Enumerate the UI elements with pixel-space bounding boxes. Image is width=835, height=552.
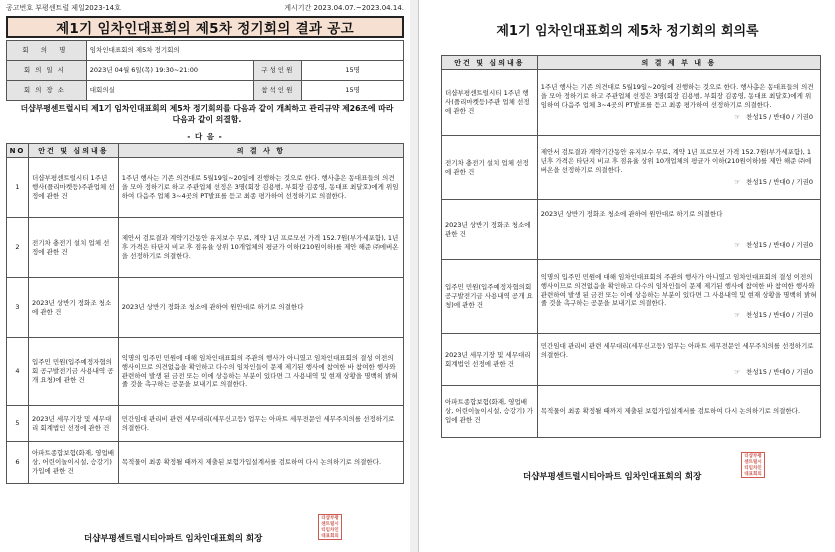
attend-label: 참석인원 xyxy=(254,81,302,101)
signature-line: 더샵부평센트럴시티아파트 임차인대표회의 회장 xyxy=(523,472,702,482)
attend-value: 15명 xyxy=(302,81,404,101)
row-agenda: 전기차 충전기 설치 업체 선정에 관한 건 xyxy=(28,218,118,278)
vote-result xyxy=(541,241,817,250)
row-number: 5 xyxy=(7,406,29,442)
row-detail xyxy=(537,136,820,200)
detail-text: 제안서 검토결과 계약기간동안 유지보수 무료, 계약 1년 프로모션 가격 152.7원(부가세포함), 1년후 가격은 타단지 비교 후 점유율 상위 10개업체의 평균가 이하(210원이하)를 제안 해준 ㈜에버온을 선정하기로 의결한다. xyxy=(540,148,812,174)
row-number: 4 xyxy=(7,338,29,406)
row-agenda: 아파트종합보험(화재, 영업배상, 어린이놀이시설, 승강기) 가입에 관한 건 xyxy=(28,442,118,484)
row-detail xyxy=(537,200,820,260)
minutes-page xyxy=(418,0,835,552)
pointing-hand-icon: ☞ xyxy=(734,112,741,121)
vote-text: 찬성15 / 반대0 / 기권0 xyxy=(746,177,813,186)
row-detail: 목적물이 최종 확정될 때까지 제출된 보험가입설계서를 검토하여 다시 논의하기로 의결한다. xyxy=(537,386,820,438)
vote-result xyxy=(541,178,817,187)
row-agenda: 2023년 상반기 정화조 청소에 관한 건 xyxy=(28,278,118,338)
row-decision: 제안서 검토결과 계약기간동안 유지보수 무료, 계약 1년 프로모션 가격 152.7원(부가세포함), 1년후 가격은 타단지 비교 후 점유율 상위 10개업체의 평균가 이하(210원이하)를 제안 해준 ㈜에버온을 선정하기로 의결한다. xyxy=(118,218,403,278)
vote-result xyxy=(541,113,817,122)
announcement-page xyxy=(0,0,410,552)
datetime-value: 2023년 04월 6일(목) 19:30~21:00 xyxy=(86,61,254,81)
detail-text: 2023년 상반기 정화조 청소에 관하여 원안대로 하기로 의결한다 xyxy=(540,209,723,218)
detail-text: 1주년 행사는 기존 의견대로 5월19일~20일에 진행하는 것으로 한다. 행사총은 동대표들의 의견을 모아 정하기로 하고 주관업체 선정은 3명(회장 김용범, 부회장 김종영, 동대표 최달호)에게 위임하여 다음주 업체 3~4곳의 PT발표를 듣고 최종 평가하여 선정하기로 의결한다. xyxy=(540,83,814,109)
pointing-hand-icon: ☞ xyxy=(734,240,741,249)
meeting-label: 회 의 명 xyxy=(7,41,87,61)
col-agenda: 안건 및 심의내용 xyxy=(28,144,118,158)
row-number: 3 xyxy=(7,278,29,338)
place-label: 회의장소 xyxy=(7,81,87,101)
row-detail xyxy=(537,260,820,334)
meeting-value: 임차인대표회의 제5차 정기회의 xyxy=(86,41,403,61)
row-decision: 2023년 상반기 정화조 청소에 관하여 원안대로 하기로 의결한다 xyxy=(118,278,403,338)
table-row xyxy=(7,158,404,218)
page-title: 제1기 임차인대표회의 제5차 정기회의 결과 공고 xyxy=(6,16,404,38)
row-agenda: 더샵부평센트럴시티 1주년 행사(플리마켓등)주관 업체 선정에 관한 건 xyxy=(442,70,538,136)
row-agenda: 아파트종합보험(화재, 영업배상, 어린이놀이시설, 승강기) 가입에 관한 건 xyxy=(442,386,538,438)
decision-table xyxy=(6,143,404,484)
vote-text: 찬성15 / 반대0 / 기권0 xyxy=(746,367,813,376)
table-row xyxy=(7,218,404,278)
detail-text: 민간임대 관리비 관련 세무대리(세무신고등) 업무는 아파트 세무전문인 세무주치의를 선정하기로 의결한다. xyxy=(540,342,814,360)
vote-text: 찬성15 / 반대0 / 기권0 xyxy=(746,112,813,121)
vote-result xyxy=(541,368,817,377)
table-row xyxy=(7,278,404,338)
vote-text: 찬성15 / 반대0 / 기권0 xyxy=(746,311,813,320)
notice-number: 공고번호 부평센트럴 제일2023-14호 xyxy=(6,4,121,12)
official-seal: 더샵부평 센트럴시 티임차인 대표회의 xyxy=(741,452,765,478)
row-agenda: 입주민 민원(입주예정자협의회 공구발전기금 사용내역 공개 요청)에 관한 건 xyxy=(28,338,118,406)
row-decision: 1주년 행사는 기존 의견대로 5월19일~20일에 진행하는 것으로 한다. 행사총은 동대표들의 의견을 모아 정하기로 하고 주관업체 선정은 3명(회장 김용범, 부회장 김종영, 동대표 최달호)에게 위임하여 다음주 업체 3~4곳의 PT발표를 듣고 최종 평가하여 선정하기로 의결한다. xyxy=(118,158,403,218)
table-row xyxy=(7,338,404,406)
members-value: 15명 xyxy=(302,61,404,81)
row-detail xyxy=(537,334,820,386)
col-detail: 의 결 세 부 내 용 xyxy=(537,56,820,70)
datetime-label: 회의일시 xyxy=(7,61,87,81)
place-value: 대회의실 xyxy=(86,81,254,101)
pointing-hand-icon: ☞ xyxy=(734,311,741,320)
row-agenda: 입주민 민원(입주예정자협의회 공구발전기금 사용내역 공개 요청)에 관한 건 xyxy=(442,260,538,334)
signature-line: 더샵부평센트럴시티아파트 임차인대표회의 회장 xyxy=(84,534,263,544)
minutes-title: 제1기 임차인대표회의 제5차 정기회의 회의록 xyxy=(496,24,759,39)
row-decision: 민간임대 관리비 관련 세무대리(세무신고등) 업무는 아파트 세무전문인 세무주치의를 선정하기로 의결한다. xyxy=(118,406,403,442)
row-agenda: 2023년 상반기 정화조 청소에 관한 건 xyxy=(442,200,538,260)
table-row xyxy=(7,442,404,484)
row-decision: 목적물이 최종 확정될 때까지 제출된 보험가입설계서를 검토하여 다시 논의하기로 의결한다. xyxy=(118,442,403,484)
table-row xyxy=(442,386,821,438)
table-row xyxy=(442,200,821,260)
row-number: 2 xyxy=(7,218,29,278)
pointing-hand-icon: ☞ xyxy=(734,177,741,186)
detail-text: 익명의 입주민 민원에 대해 임차인대표회의 주관의 행사가 아니였고 임차인대표회의 결성 이전의 행사이므로 의견없음을 확인하고 다수의 임차인들이 문제 제기된 행사에 참여한 바 참여한 행사와 관련하여 발생 된 금전 또는 이에 상응하는 부분이 있다면 그 사용내역 및 현재 상황을 명백히 밝혀줄 것을 촉구하는 공문을 보내기로 의결한다. xyxy=(540,273,817,308)
row-number: 1 xyxy=(7,158,29,218)
row-number: 6 xyxy=(7,442,29,484)
row-detail xyxy=(537,70,820,136)
row-agenda: 더샵부평센트럴시티 1주년 행사(플리마켓등)주관업체 선정에 관한 건 xyxy=(28,158,118,218)
table-row xyxy=(442,70,821,136)
row-agenda: 전기차 충전기 설치 업체 선정에 관한 건 xyxy=(442,136,538,200)
table-row xyxy=(442,334,821,386)
vote-text: 찬성15 / 반대0 / 기권0 xyxy=(746,240,813,249)
minutes-table xyxy=(441,55,821,438)
table-row xyxy=(7,406,404,442)
meeting-info-table xyxy=(6,40,404,101)
col-agenda: 안건 및 심의내용 xyxy=(442,56,538,70)
col-decision: 의 결 사 항 xyxy=(118,144,403,158)
official-seal: 더샵부평 센트럴시 티임차인 대표회의 xyxy=(318,514,342,540)
row-agenda: 2023년 세무기장 및 세무대리 회계법인 선정에 관한 건 xyxy=(28,406,118,442)
row-agenda: 2023년 세무기장 및 세무대리 회계법인 선정에 관한 건 xyxy=(442,334,538,386)
members-label: 구성인원 xyxy=(254,61,302,81)
page-gap xyxy=(410,0,418,552)
pointing-hand-icon: ☞ xyxy=(734,367,741,376)
resolution-statement: 더샵부평센트럴시티 제1기 임차인대표회의 제5차 정기회의를 다음과 같이 개최하고 관리규약 제26조에 따라 다음과 같이 의결함. xyxy=(20,104,394,125)
da-eum-heading: - 다 음 - xyxy=(187,132,223,141)
table-row xyxy=(442,260,821,334)
row-decision: 익명의 입주민 민원에 대해 임차인대표회의 주관의 행사가 아니였고 임차인대표회의 결성 이전의 행사이므로 의견없음을 확인하고 다수의 임차인들이 문제 제기된 행사에 참여한 바 참여한 행사와 관련하여 발생 된 금전 또는 이에 상응하는 부분이 있다면 그 사용내역 및 현재 상황을 명백히 밝혀줄 것을 촉구하는 공문을 보내기로 의결한다. xyxy=(118,338,403,406)
vote-result xyxy=(541,311,817,320)
col-no: NO xyxy=(7,144,29,158)
posting-period: 게시기간 2023.04.07.~2023.04.14. xyxy=(284,4,404,12)
table-row xyxy=(442,136,821,200)
